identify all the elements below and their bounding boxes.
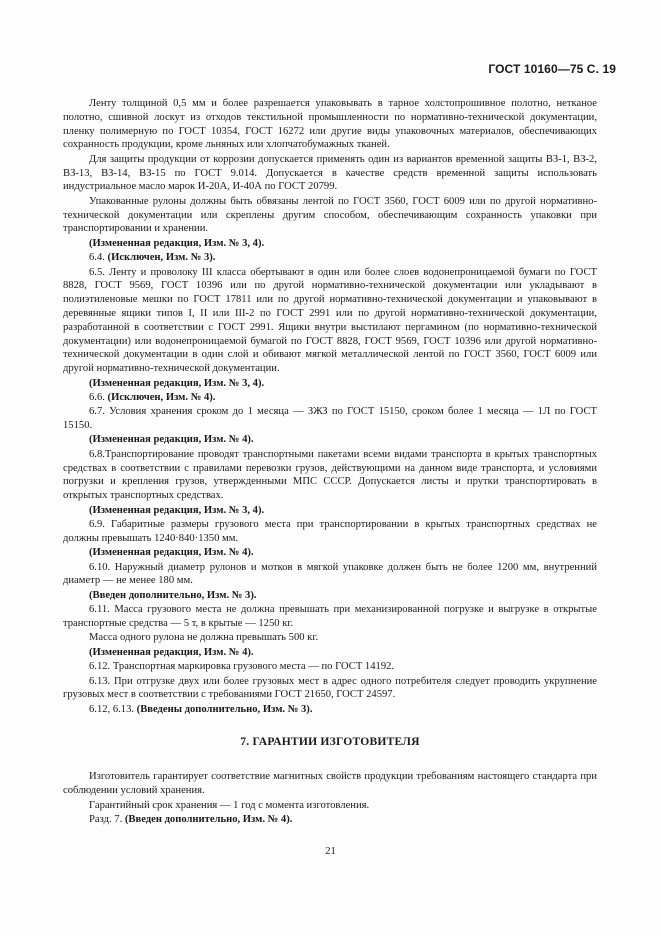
paragraph-text: Упакованные рулоны должны быть обвязаны лентой по ГОСТ 3560, ГОСТ 6009 или по другой нормативно-технической документации или скреплены другим способом, обеспечивающим сохранность упаковки при транспортировании и хранении. bbox=[63, 195, 597, 235]
paragraph bbox=[63, 504, 597, 518]
paragraph bbox=[63, 377, 597, 391]
section-6-text bbox=[63, 97, 597, 717]
paragraph-text: 6.10. Наружный диаметр рулонов и мотков в мягкой упаковке должен быть не более 1200 мм, внутренний диаметр — не менее 180 мм. bbox=[63, 561, 597, 587]
page-header: ГОСТ 10160—75 С. 19 bbox=[488, 62, 616, 76]
paragraph bbox=[63, 770, 597, 798]
paragraph-text: 6.7. Условия хранения сроком до 1 месяца — ЗЖЗ по ГОСТ 15150, сроком более 1 месяца — 1Л по ГОСТ 15150. bbox=[63, 406, 597, 432]
paragraph bbox=[63, 448, 597, 503]
paragraph-text: 6.12, 6.13. bbox=[89, 703, 137, 715]
page-number: 21 bbox=[325, 846, 336, 857]
paragraph-text: Гарантийный срок хранения — 1 год с момента изготовления. bbox=[89, 799, 370, 811]
paragraph-text: Ленту толщиной 0,5 мм и более разрешается упаковывать в тарное холстопрошивное полотно, нетканое полотно, сшивной лоскут из отходов текстильной промышленности по нормативно-технической документации, пленку полимерную по ГОСТ 10354, ГОСТ 16272 или другие виды упаковочных материалов, обеспечивающих сохранность продукции, кроме льняных или хлопчатобумажных тканей. bbox=[63, 98, 597, 151]
paragraph bbox=[63, 251, 597, 265]
amendment-note: (Исключен, Изм. № 4). bbox=[107, 391, 216, 403]
paragraph bbox=[63, 631, 597, 645]
paragraph bbox=[63, 660, 597, 674]
paragraph bbox=[63, 675, 597, 703]
amendment-note: (Введен дополнительно, Изм. № 3). bbox=[89, 589, 257, 601]
amendment-note: (Измененная редакция, Изм. № 3, 4). bbox=[89, 504, 265, 516]
paragraph bbox=[63, 646, 597, 660]
paragraph-text: Для защиты продукции от коррозии допускается применять один из вариантов временной защиты ВЗ-1, ВЗ-2, ВЗ-13, ВЗ-14, ВЗ-15 по ГОСТ 9.014. Допускается в качестве средств временной защиты использовать индустриальное масло марок И-20А, И-40А по ГОСТ 20799. bbox=[63, 153, 597, 193]
amendment-note: (Измененная редакция, Изм. № 4). bbox=[89, 434, 254, 446]
paragraph-text: 6.4. bbox=[89, 252, 108, 264]
paragraph bbox=[63, 703, 597, 717]
paragraph-text: Разд. 7. bbox=[89, 813, 125, 825]
paragraph bbox=[63, 589, 597, 603]
paragraph bbox=[63, 153, 597, 194]
amendment-note: (Измененная редакция, Изм. № 3, 4). bbox=[89, 377, 265, 389]
paragraph bbox=[63, 391, 597, 405]
paragraph-text: 6.13. При отгрузке двух или более грузовых мест в адрес одного потребителя следует проводить укрупнение грузовых мест в соответствии с требованиями ГОСТ 21650, ГОСТ 24597. bbox=[63, 675, 597, 701]
paragraph-text: 6.5. Ленту и проволоку III класса обертывают в один или более слоев водонепроницаемой бумаги по ГОСТ 8828, ГОСТ 9569, ГОСТ 10396 или по другой нормативно-технической документации или укладывают в полиэтиленовые мешки по ГОСТ 17811 или по другой нормативно-технической документации и упаковывают в деревянные ящики типов I, II или III-2 по ГОСТ 2991 или по другой нормативно-технической документации, разработанной в соответствии с ГОСТ 2991. Ящики внутри выстилают пергамином (по нормативно-технической документации) или водонепроницаемой бумагой по ГОСТ 8828, ГОСТ 9569, ГОСТ 10396 или другой нормативно-технической документации в один слой и обивают мягкой металлической лентой по ГОСТ 3560, ГОСТ 6009 или другой нормативно-технической документации. bbox=[63, 266, 597, 375]
amendment-note: (Введены дополнительно, Изм. № 3). bbox=[136, 703, 313, 715]
amendment-note: (Измененная редакция, Изм. № 4). bbox=[89, 646, 254, 658]
paragraph-text: 6.9. Габаритные размеры грузового места при транспортировании в крытых транспортных средствах не должны превышать 1240·840·1350 мм. bbox=[63, 519, 597, 544]
amendment-note: (Исключен, Изм. № 3). bbox=[107, 252, 216, 264]
paragraph bbox=[63, 195, 597, 236]
amendment-note: (Измененная редакция, Изм. № 4). bbox=[89, 547, 254, 559]
paragraph bbox=[63, 266, 597, 376]
amendment-note: (Введен дополнительно, Изм. № 4). bbox=[124, 813, 293, 825]
section-7-heading: 7. ГАРАНТИИ ИЗГОТОВИТЕЛЯ bbox=[240, 734, 420, 748]
paragraph-text: 6.6. bbox=[89, 391, 108, 403]
paragraph bbox=[63, 546, 597, 560]
paragraph-text: 6.12. Транспортная маркировка грузового места — по ГОСТ 14192. bbox=[89, 661, 395, 673]
paragraph bbox=[63, 799, 597, 813]
paragraph-text: 6.8.Транспортирование проводят транспортными пакетами всеми видами транспорта в крытых транспортных средствах в соответствии с правилами перевозки грузов, действующими на данном виде транспорта, и условиями погрузки и крепления грузов, утвержденными МПС СССР. Допускается листы и прутки транспортировать в открытых транспортных средствах. bbox=[63, 448, 597, 502]
section-7-text bbox=[63, 770, 597, 826]
document-body bbox=[63, 97, 597, 827]
paragraph bbox=[63, 433, 597, 447]
paragraph-text: 6.11. Масса грузового места не должна превышать при механизированной погрузке и выгрузке в открытые транспортные средства — 5 т, в крытые — 1250 кг. bbox=[63, 604, 597, 629]
paragraph bbox=[63, 813, 597, 827]
paragraph bbox=[63, 603, 597, 631]
paragraph bbox=[63, 405, 597, 433]
paragraph-text: Изготовитель гарантирует соответствие магнитных свойств продукции требованиям настоящего стандарта при соблюдении условий хранения. bbox=[63, 771, 597, 797]
amendment-note: (Измененная редакция, Изм. № 3, 4). bbox=[89, 237, 265, 249]
paragraph-text: Масса одного рулона не должна превышать 500 кг. bbox=[89, 632, 319, 644]
paragraph bbox=[63, 237, 597, 251]
paragraph bbox=[63, 518, 597, 546]
paragraph bbox=[63, 561, 597, 589]
paragraph bbox=[63, 97, 597, 152]
